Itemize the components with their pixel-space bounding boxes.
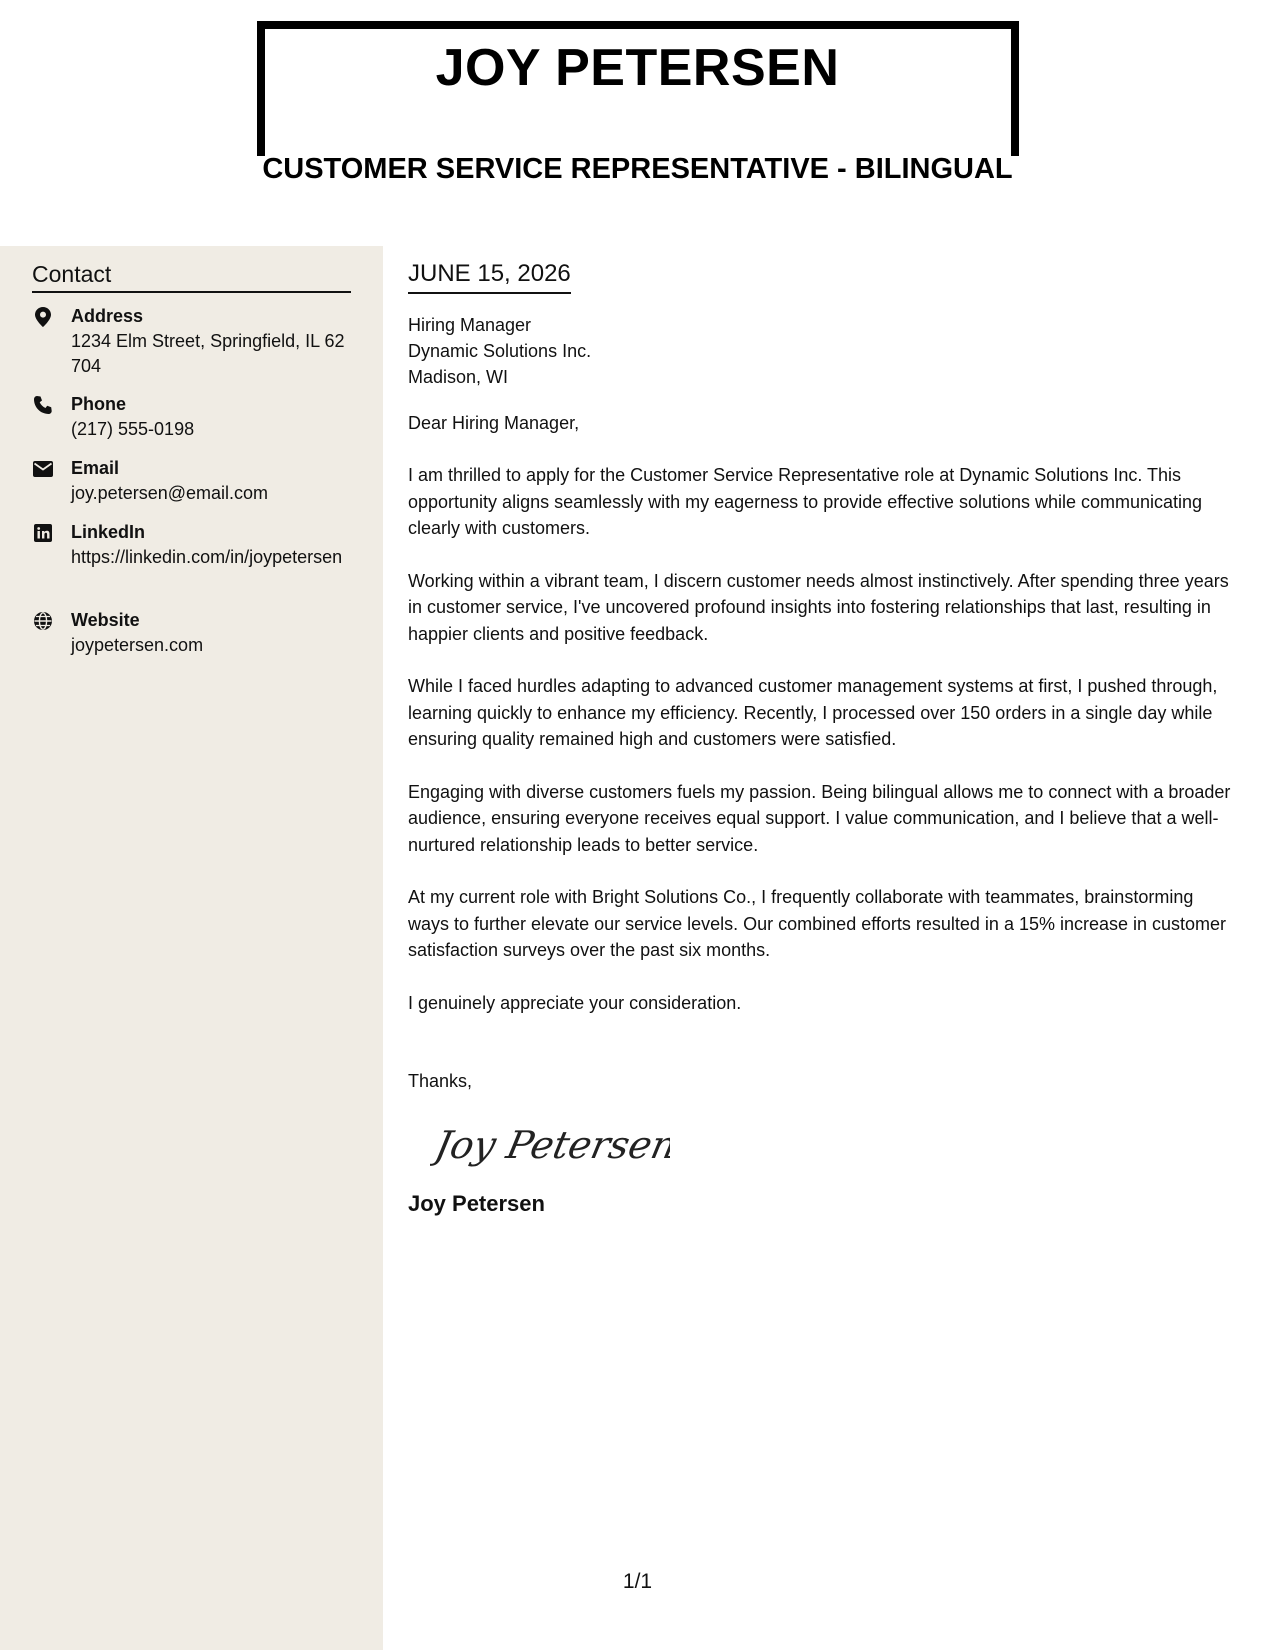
signature-name: Joy Petersen (408, 1191, 545, 1216)
job-title: CUSTOMER SERVICE REPRESENTATIVE - BILINGUAL (262, 153, 1013, 185)
letter-date: JUNE 15, 2026 (408, 260, 571, 294)
paragraph-5: At my current role with Bright Solutions Co., I frequently collaborate with teammates, brainstorming ways to further elevate our service levels. Our combined efforts resulted in a 15% increase in customer satisfaction surveys over the past six months. (408, 887, 1227, 960)
letter-body (408, 260, 1238, 1217)
globe-icon (32, 610, 54, 632)
contact-address (32, 304, 352, 379)
contact-phone-value: (217) 555-0198 (71, 419, 195, 439)
closing: Thanks, (408, 1071, 473, 1091)
phone-icon (32, 394, 54, 416)
contact-address-label: Address (71, 306, 144, 326)
paragraph-3: While I faced hurdles adapting to advanced customer management systems at first, I pushed through, learning quickly to enhance my efficiency. Recently, I processed over 150 orders in a single day while ensuring quality remained high and customers were satisfied. (408, 676, 1218, 749)
contact-website-value[interactable]: joypetersen.com (71, 635, 204, 655)
page-number: 1/1 (622, 1570, 653, 1593)
contact-linkedin-value[interactable]: https://linkedin.com/in/joypetersen (71, 547, 343, 567)
contact-heading: Contact (32, 261, 351, 293)
recipient-location: Madison, WI (408, 367, 509, 387)
paragraph-4: Engaging with diverse customers fuels my passion. Being bilingual allows me to connect with a broader audience, ensuring everyone receives equal support. I value communication, and I believe that a well-nurtured relationship leads to better service. (408, 781, 1231, 855)
handwritten-signature (430, 1116, 670, 1172)
contact-email (32, 456, 352, 506)
salutation: Dear Hiring Manager, (408, 413, 580, 433)
contact-email-label: Email (71, 458, 120, 478)
email-icon (32, 458, 54, 480)
contact-phone (32, 392, 352, 442)
linkedin-icon (32, 522, 54, 544)
location-pin-icon (32, 306, 54, 328)
contact-linkedin (32, 520, 352, 570)
paragraph-2: Working within a vibrant team, I discern customer needs almost instinctively. After spending three years in customer service, I've uncovered profound insights into fostering relationships that last, resulting in happier clients and positive feedback. (408, 570, 1229, 644)
recipient-title: Hiring Manager (408, 315, 532, 335)
svg-text:Joy Petersen: Joy Petersen (430, 1123, 670, 1168)
recipient-block (408, 312, 1238, 390)
recipient-company: Dynamic Solutions Inc. (408, 341, 592, 361)
contact-website-label: Website (71, 610, 140, 630)
contact-linkedin-label: LinkedIn (71, 522, 146, 542)
contact-phone-label: Phone (71, 394, 127, 414)
paragraph-6: I genuinely appreciate your consideration. (408, 992, 742, 1013)
applicant-name: JOY PETERSEN (435, 39, 840, 97)
contact-website (32, 608, 352, 658)
contact-address-value: 1234 Elm Street, Springfield, IL 62704 (71, 331, 345, 376)
contact-email-value: joy.petersen@email.com (71, 483, 269, 503)
paragraph-1: I am thrilled to apply for the Customer Service Representative role at Dynamic Solutions Inc. This opportunity aligns seamlessly with my eagerness to provide effective solutions while communicating clearly with customers. (408, 465, 1203, 538)
